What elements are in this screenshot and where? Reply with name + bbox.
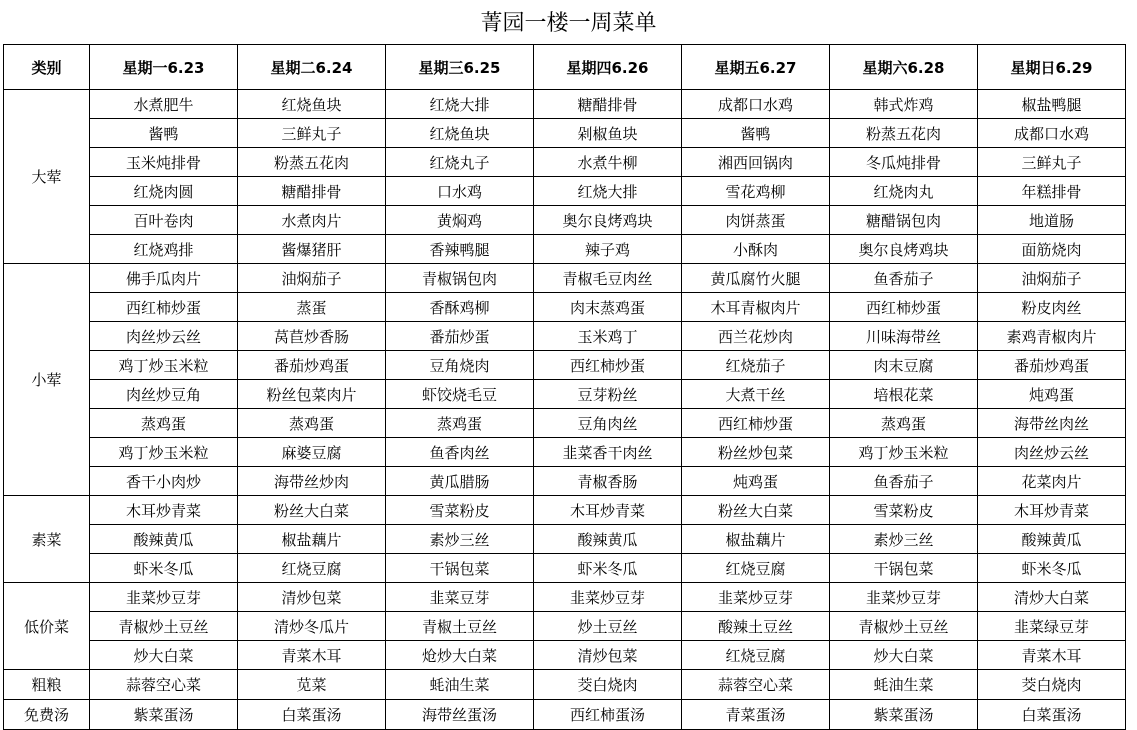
dish-cell: 川味海带丝	[830, 322, 978, 351]
dish-cell: 西红柿炒蛋	[830, 293, 978, 322]
dish-cell: 糖醋排骨	[238, 177, 386, 206]
header-day-friday: 星期五6.27	[682, 45, 830, 90]
header-category: 类别	[4, 45, 90, 90]
dish-cell: 油焖茄子	[978, 264, 1126, 293]
dish-cell: 素炒三丝	[830, 525, 978, 554]
dish-cell: 酸辣黄瓜	[534, 525, 682, 554]
dish-cell: 肉丝炒豆角	[90, 380, 238, 409]
dish-cell: 韭菜炒豆芽	[682, 583, 830, 612]
dish-cell: 蚝油生菜	[830, 670, 978, 700]
dish-cell: 青菜木耳	[978, 641, 1126, 670]
dish-cell: 青椒毛豆肉丝	[534, 264, 682, 293]
dish-cell: 红烧肉圆	[90, 177, 238, 206]
dish-cell: 虾饺烧毛豆	[386, 380, 534, 409]
dish-cell: 肉末豆腐	[830, 351, 978, 380]
dish-cell: 青椒炒土豆丝	[830, 612, 978, 641]
dish-cell: 青椒土豆丝	[386, 612, 534, 641]
dish-cell: 油焖茄子	[238, 264, 386, 293]
dish-cell: 百叶卷肉	[90, 206, 238, 235]
dish-cell: 韭菜炒豆芽	[830, 583, 978, 612]
dish-cell: 剁椒鱼块	[534, 119, 682, 148]
dish-cell: 西红柿炒蛋	[534, 351, 682, 380]
dish-cell: 青椒炒土豆丝	[90, 612, 238, 641]
dish-cell: 冬瓜炖排骨	[830, 148, 978, 177]
dish-cell: 炖鸡蛋	[682, 467, 830, 496]
dish-cell: 小酥肉	[682, 235, 830, 264]
menu-row	[4, 206, 1126, 235]
dish-cell: 红烧鱼块	[238, 90, 386, 119]
dish-cell: 青菜木耳	[238, 641, 386, 670]
dish-cell: 成都口水鸡	[682, 90, 830, 119]
dish-cell: 香辣鸭腿	[386, 235, 534, 264]
header-day-thursday: 星期四6.26	[534, 45, 682, 90]
menu-row	[4, 554, 1126, 583]
menu-row	[4, 700, 1126, 730]
dish-cell: 大煮干丝	[682, 380, 830, 409]
dish-cell: 黄瓜腊肠	[386, 467, 534, 496]
dish-cell: 鸡丁炒玉米粒	[830, 438, 978, 467]
menu-row	[4, 264, 1126, 293]
dish-cell: 香干小肉炒	[90, 467, 238, 496]
dish-cell: 炒大白菜	[90, 641, 238, 670]
dish-cell: 红烧鸡排	[90, 235, 238, 264]
dish-cell: 西红柿炒蛋	[682, 409, 830, 438]
dish-cell: 素炒三丝	[386, 525, 534, 554]
dish-cell: 椒盐鸭腿	[978, 90, 1126, 119]
dish-cell: 培根花菜	[830, 380, 978, 409]
menu-row	[4, 496, 1126, 525]
dish-cell: 粉皮肉丝	[978, 293, 1126, 322]
dish-cell: 青椒锅包肉	[386, 264, 534, 293]
dish-cell: 奥尔良烤鸡块	[830, 235, 978, 264]
dish-cell: 粉丝炒包菜	[682, 438, 830, 467]
dish-cell: 佛手瓜肉片	[90, 264, 238, 293]
dish-cell: 鸡丁炒玉米粒	[90, 438, 238, 467]
category-xiao-hun: 小荤	[4, 264, 90, 496]
dish-cell: 苋菜	[238, 670, 386, 700]
dish-cell: 花菜肉片	[978, 467, 1126, 496]
dish-cell: 虾米冬瓜	[978, 554, 1126, 583]
dish-cell: 香酥鸡柳	[386, 293, 534, 322]
menu-row	[4, 438, 1126, 467]
dish-cell: 肉末蒸鸡蛋	[534, 293, 682, 322]
dish-cell: 炒大白菜	[830, 641, 978, 670]
dish-cell: 红烧丸子	[386, 148, 534, 177]
dish-cell: 粉蒸五花肉	[238, 148, 386, 177]
dish-cell: 雪菜粉皮	[386, 496, 534, 525]
menu-row	[4, 119, 1126, 148]
dish-cell: 红烧大排	[534, 177, 682, 206]
dish-cell: 青菜蛋汤	[682, 700, 830, 730]
dish-cell: 西兰花炒肉	[682, 322, 830, 351]
header-day-tuesday: 星期二6.24	[238, 45, 386, 90]
dish-cell: 番茄炒鸡蛋	[978, 351, 1126, 380]
dish-cell: 豆角烧肉	[386, 351, 534, 380]
dish-cell: 椒盐藕片	[238, 525, 386, 554]
dish-cell: 西红柿炒蛋	[90, 293, 238, 322]
dish-cell: 粉丝包菜肉片	[238, 380, 386, 409]
dish-cell: 酱鸭	[90, 119, 238, 148]
dish-cell: 粉丝大白菜	[238, 496, 386, 525]
dish-cell: 三鲜丸子	[978, 148, 1126, 177]
dish-cell: 玉米鸡丁	[534, 322, 682, 351]
dish-cell: 辣子鸡	[534, 235, 682, 264]
menu-row	[4, 90, 1126, 119]
dish-cell: 炝炒大白菜	[386, 641, 534, 670]
menu-row	[4, 351, 1126, 380]
dish-cell: 酱爆猪肝	[238, 235, 386, 264]
menu-row	[4, 612, 1126, 641]
dish-cell: 奥尔良烤鸡块	[534, 206, 682, 235]
dish-cell: 白菜蛋汤	[978, 700, 1126, 730]
menu-row	[4, 322, 1126, 351]
dish-cell: 虾米冬瓜	[90, 554, 238, 583]
dish-cell: 茭白烧肉	[534, 670, 682, 700]
dish-cell: 鸡丁炒玉米粒	[90, 351, 238, 380]
category-da-hun: 大荤	[4, 90, 90, 264]
dish-cell: 粉丝大白菜	[682, 496, 830, 525]
dish-cell: 水煮牛柳	[534, 148, 682, 177]
dish-cell: 红烧茄子	[682, 351, 830, 380]
category-mian-fei-tang: 免费汤	[4, 700, 90, 730]
header-row	[4, 45, 1126, 90]
dish-cell: 干锅包菜	[830, 554, 978, 583]
menu-row	[4, 148, 1126, 177]
dish-cell: 红烧豆腐	[682, 554, 830, 583]
header-day-sunday: 星期日6.29	[978, 45, 1126, 90]
menu-row	[4, 380, 1126, 409]
menu-row	[4, 525, 1126, 554]
dish-cell: 炒土豆丝	[534, 612, 682, 641]
dish-cell: 韭菜绿豆芽	[978, 612, 1126, 641]
dish-cell: 雪菜粉皮	[830, 496, 978, 525]
menu-row	[4, 641, 1126, 670]
dish-cell: 鱼香茄子	[830, 467, 978, 496]
dish-cell: 年糕排骨	[978, 177, 1126, 206]
menu-body	[4, 90, 1126, 730]
dish-cell: 红烧肉丸	[830, 177, 978, 206]
dish-cell: 紫菜蛋汤	[830, 700, 978, 730]
dish-cell: 清炒包菜	[238, 583, 386, 612]
dish-cell: 鱼香肉丝	[386, 438, 534, 467]
dish-cell: 海带丝炒肉	[238, 467, 386, 496]
dish-cell: 素鸡青椒肉片	[978, 322, 1126, 351]
dish-cell: 韭菜炒豆芽	[90, 583, 238, 612]
dish-cell: 清炒冬瓜片	[238, 612, 386, 641]
dish-cell: 粉蒸五花肉	[830, 119, 978, 148]
dish-cell: 水煮肥牛	[90, 90, 238, 119]
dish-cell: 番茄炒蛋	[386, 322, 534, 351]
dish-cell: 麻婆豆腐	[238, 438, 386, 467]
dish-cell: 红烧鱼块	[386, 119, 534, 148]
dish-cell: 豆芽粉丝	[534, 380, 682, 409]
dish-cell: 白菜蛋汤	[238, 700, 386, 730]
dish-cell: 蒸蛋	[238, 293, 386, 322]
dish-cell: 紫菜蛋汤	[90, 700, 238, 730]
dish-cell: 鱼香茄子	[830, 264, 978, 293]
header-day-wednesday: 星期三6.25	[386, 45, 534, 90]
dish-cell: 炖鸡蛋	[978, 380, 1126, 409]
menu-row	[4, 670, 1126, 700]
dish-cell: 红烧大排	[386, 90, 534, 119]
dish-cell: 西红柿蛋汤	[534, 700, 682, 730]
dish-cell: 韭菜炒豆芽	[534, 583, 682, 612]
dish-cell: 莴苣炒香肠	[238, 322, 386, 351]
dish-cell: 韭菜香干肉丝	[534, 438, 682, 467]
dish-cell: 黄瓜腐竹火腿	[682, 264, 830, 293]
dish-cell: 木耳炒青菜	[534, 496, 682, 525]
dish-cell: 三鲜丸子	[238, 119, 386, 148]
dish-cell: 干锅包菜	[386, 554, 534, 583]
dish-cell: 木耳青椒肉片	[682, 293, 830, 322]
dish-cell: 酸辣黄瓜	[978, 525, 1126, 554]
dish-cell: 肉丝炒云丝	[90, 322, 238, 351]
dish-cell: 黄焖鸡	[386, 206, 534, 235]
dish-cell: 肉饼蒸蛋	[682, 206, 830, 235]
dish-cell: 水煮肉片	[238, 206, 386, 235]
dish-cell: 韩式炸鸡	[830, 90, 978, 119]
dish-cell: 韭菜豆芽	[386, 583, 534, 612]
weekly-menu-table	[3, 44, 1126, 730]
dish-cell: 酸辣土豆丝	[682, 612, 830, 641]
menu-row	[4, 583, 1126, 612]
dish-cell: 海带丝蛋汤	[386, 700, 534, 730]
menu-row	[4, 409, 1126, 438]
dish-cell: 雪花鸡柳	[682, 177, 830, 206]
dish-cell: 红烧豆腐	[682, 641, 830, 670]
dish-cell: 面筋烧肉	[978, 235, 1126, 264]
dish-cell: 清炒大白菜	[978, 583, 1126, 612]
menu-row	[4, 177, 1126, 206]
dish-cell: 蒸鸡蛋	[386, 409, 534, 438]
dish-cell: 蒜蓉空心菜	[90, 670, 238, 700]
dish-cell: 虾米冬瓜	[534, 554, 682, 583]
dish-cell: 蚝油生菜	[386, 670, 534, 700]
dish-cell: 成都口水鸡	[978, 119, 1126, 148]
dish-cell: 蒸鸡蛋	[238, 409, 386, 438]
dish-cell: 茭白烧肉	[978, 670, 1126, 700]
dish-cell: 蒸鸡蛋	[90, 409, 238, 438]
dish-cell: 青椒香肠	[534, 467, 682, 496]
dish-cell: 豆角肉丝	[534, 409, 682, 438]
menu-row	[4, 235, 1126, 264]
dish-cell: 椒盐藕片	[682, 525, 830, 554]
dish-cell: 酱鸭	[682, 119, 830, 148]
category-cu-liang: 粗粮	[4, 670, 90, 700]
page-title: 菁园一楼一周菜单	[480, 11, 657, 36]
category-su-cai: 素菜	[4, 496, 90, 583]
dish-cell: 地道肠	[978, 206, 1126, 235]
header-day-monday: 星期一6.23	[90, 45, 238, 90]
dish-cell: 清炒包菜	[534, 641, 682, 670]
dish-cell: 玉米炖排骨	[90, 148, 238, 177]
menu-row	[4, 467, 1126, 496]
dish-cell: 肉丝炒云丝	[978, 438, 1126, 467]
dish-cell: 蒸鸡蛋	[830, 409, 978, 438]
dish-cell: 糖醋排骨	[534, 90, 682, 119]
category-di-jia-cai: 低价菜	[4, 583, 90, 670]
dish-cell: 红烧豆腐	[238, 554, 386, 583]
header-day-saturday: 星期六6.28	[830, 45, 978, 90]
dish-cell: 糖醋锅包肉	[830, 206, 978, 235]
dish-cell: 木耳炒青菜	[90, 496, 238, 525]
dish-cell: 湘西回锅肉	[682, 148, 830, 177]
dish-cell: 木耳炒青菜	[978, 496, 1126, 525]
dish-cell: 番茄炒鸡蛋	[238, 351, 386, 380]
dish-cell: 蒜蓉空心菜	[682, 670, 830, 700]
dish-cell: 海带丝肉丝	[978, 409, 1126, 438]
menu-row	[4, 293, 1126, 322]
dish-cell: 口水鸡	[386, 177, 534, 206]
dish-cell: 酸辣黄瓜	[90, 525, 238, 554]
